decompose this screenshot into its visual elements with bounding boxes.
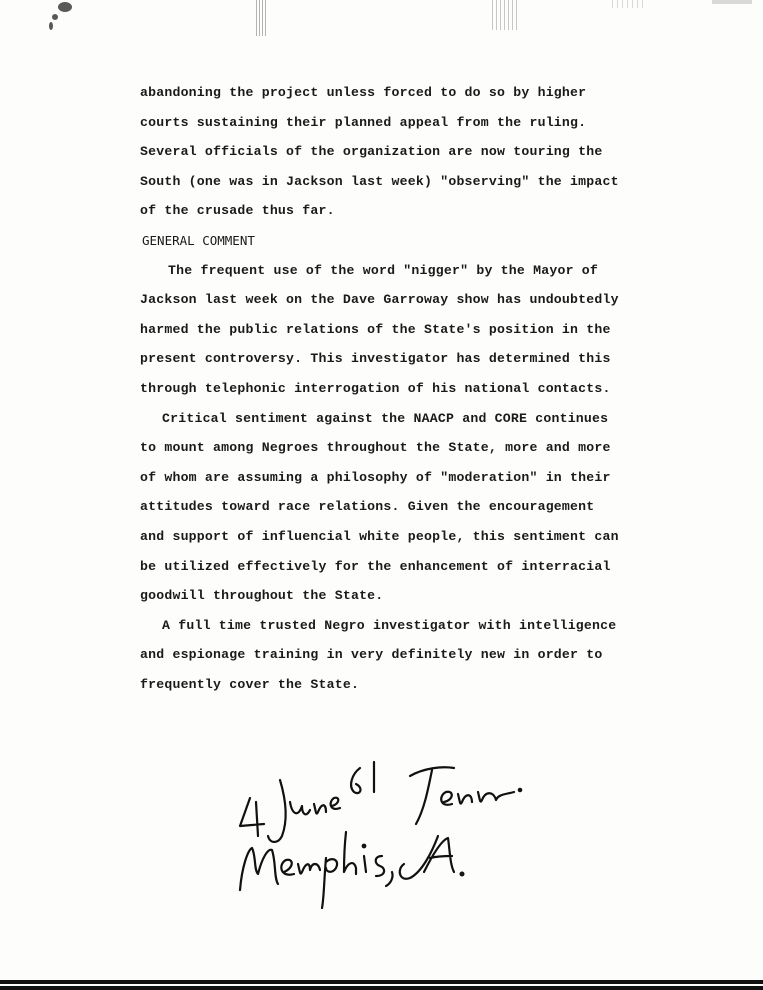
text-line: and support of influencial white people, this sentiment can: [140, 528, 619, 544]
scan-mark: [612, 0, 646, 8]
text-line: of the crusade thus far.: [140, 203, 335, 219]
text-line: and espionage training in very definitely new in order to: [140, 647, 603, 663]
text-line: to mount among Negroes throughout the State, more and more: [140, 440, 611, 456]
scan-speck: [52, 14, 58, 20]
scan-mark: [712, 0, 752, 4]
text-line: frequently cover the State.: [140, 676, 360, 692]
text-line: be utilized effectively for the enhancement of interracial: [140, 558, 611, 574]
document-body: [140, 78, 700, 699]
scan-mark: [492, 0, 518, 30]
scan-mark: [256, 0, 266, 36]
text-line: The frequent use of the word "nigger" by the Mayor of: [168, 262, 599, 278]
text-line: A full time trusted Negro investigator with intelligence: [162, 617, 617, 633]
text-line: Critical sentiment against the NAACP and CORE continues: [162, 410, 609, 426]
text-line: present controversy. This investigator has determined this: [140, 351, 611, 367]
scan-bottom-gap: [0, 984, 763, 986]
scan-speck: [58, 2, 72, 12]
text-line: attitudes toward race relations. Given the encouragement: [140, 499, 595, 515]
text-line: harmed the public relations of the State's position in the: [140, 321, 611, 337]
section-heading: GENERAL COMMENT: [142, 232, 255, 248]
text-line: Jackson last week on the Dave Garroway show has undoubtedly: [140, 292, 619, 308]
handwritten-signature: [228, 740, 548, 910]
scan-speck: [49, 22, 53, 30]
text-line: abandoning the project unless forced to do so by higher: [140, 85, 587, 100]
text-line: Several officials of the organization are now touring the: [140, 144, 603, 160]
text-line: South (one was in Jackson last week) "observing" the impact: [140, 173, 619, 189]
text-line: through telephonic interrogation of his national contacts.: [140, 380, 611, 396]
text-line: of whom are assuming a philosophy of "moderation" in their: [140, 469, 611, 485]
text-line: courts sustaining their planned appeal from the ruling.: [140, 114, 587, 130]
text-line: goodwill throughout the State.: [140, 588, 384, 604]
